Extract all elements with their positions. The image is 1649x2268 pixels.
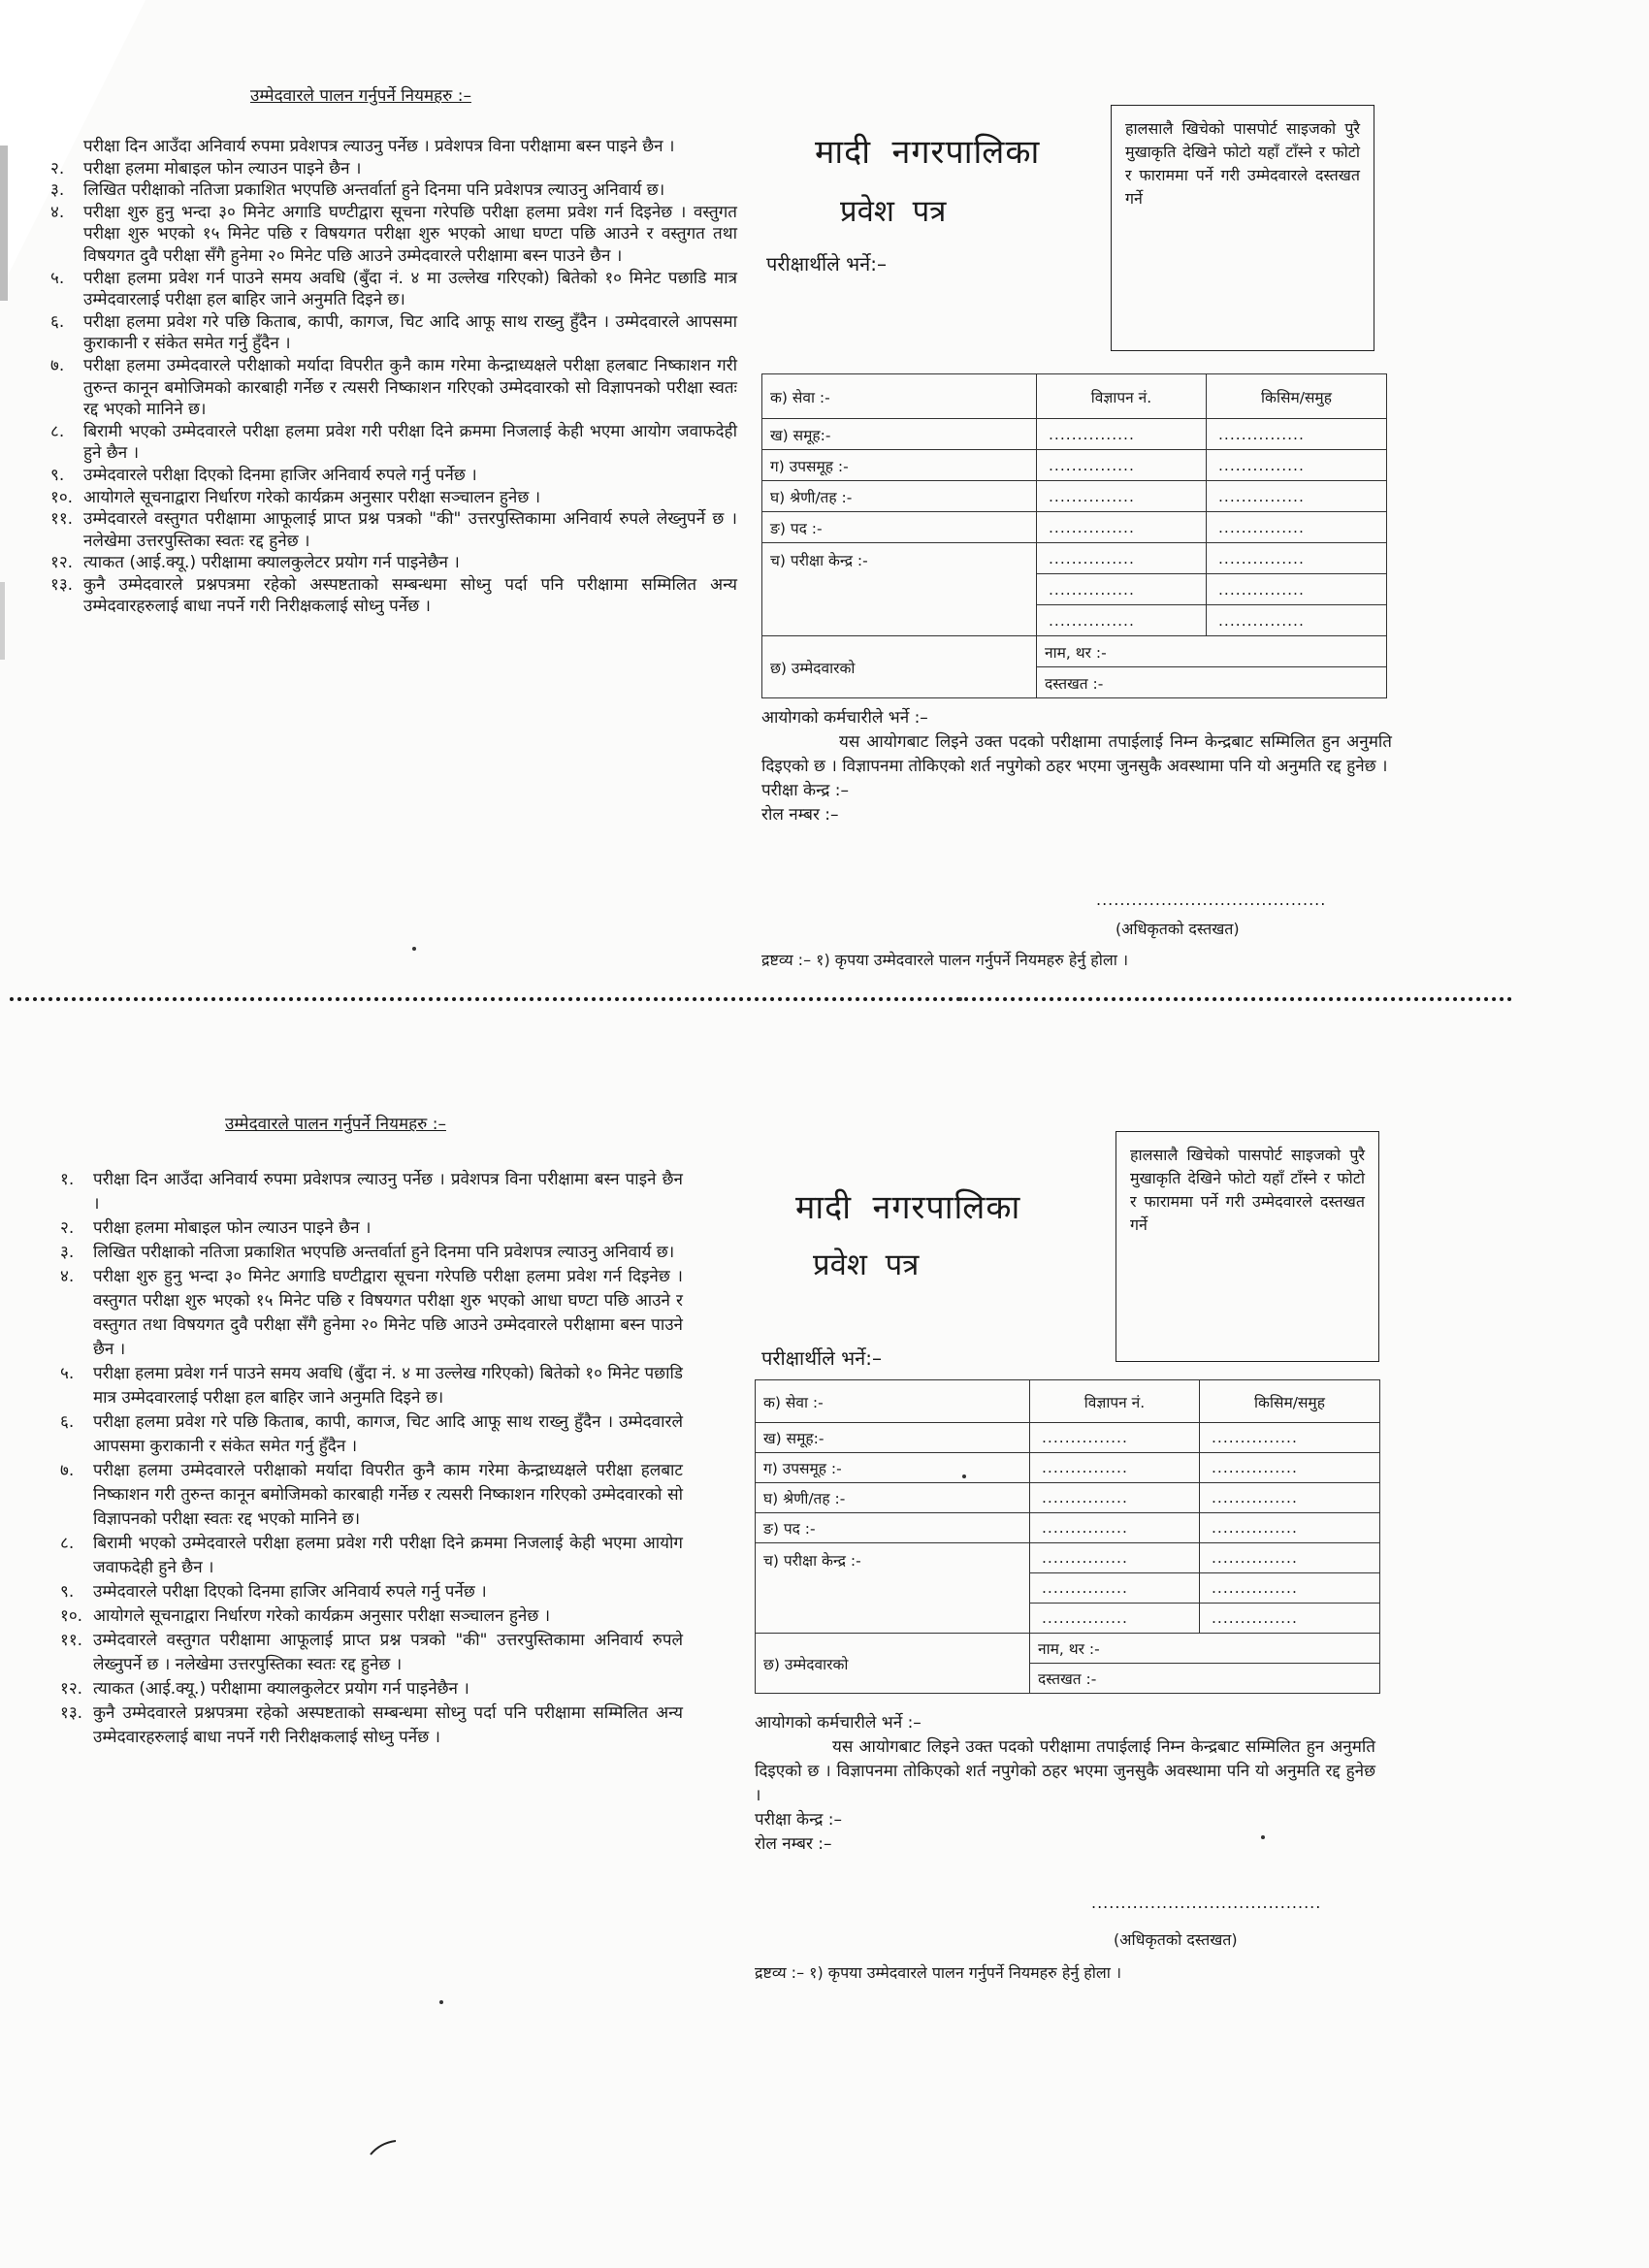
signature-field[interactable]: दस्तखत :- <box>1030 1664 1380 1694</box>
roll-number-field[interactable]: रोल नम्बर :– <box>755 1834 832 1854</box>
type-header: किसिम/समुह <box>1207 374 1387 419</box>
post-label: ङ) पद :- <box>756 1513 1030 1543</box>
scan-speck <box>958 997 962 1001</box>
type-field[interactable]: ............... <box>1207 481 1387 512</box>
ad-no-field[interactable]: ............... <box>1030 1543 1200 1573</box>
rule-item: १. परीक्षा दिन आउँदा अनिवार्य रुपमा प्रवेशपत्र ल्याउनु पर्नेछ । प्रवेशपत्र विना परीक्षामा बस्न पाइने छैन । <box>60 1170 683 1214</box>
rule-item: १२. त्याकत (आई.क्यू.) परीक्षामा क्यालकुलेटर प्रयोग गर्न पाइनेछैन । <box>60 1679 469 1699</box>
group-label: ख) समूह:- <box>756 1423 1030 1453</box>
officer-signature-line[interactable]: ....................................... <box>1096 891 1327 909</box>
post-label: ङ) पद :- <box>762 512 1037 543</box>
card-title: प्रवेश पत्र <box>813 1247 920 1282</box>
roll-number-field[interactable]: रोल नम्बर :– <box>761 805 839 825</box>
service-label: क) सेवा :- <box>762 374 1037 419</box>
admit-card-top <box>0 0 1649 989</box>
subgroup-label: ग) उपसमूह :- <box>762 450 1037 481</box>
name-surname-field[interactable]: नाम, थर :- <box>1030 1634 1380 1664</box>
ad-no-field[interactable]: ............... <box>1030 1483 1200 1513</box>
rule-item: २. परीक्षा हलमा मोबाइल फोन ल्याउन पाइने छैन । <box>50 158 362 178</box>
ad-no-field[interactable]: ............... <box>1030 1453 1200 1483</box>
rule-item: ३. लिखित परीक्षाको नतिजा प्रकाशित भएपछि अन्तर्वार्ता हुने दिनमा पनि प्रवेशपत्र ल्याउनु अनिवार्य छ। <box>60 1243 675 1262</box>
exam-center-label: च) परीक्षा केन्द्र :- <box>756 1543 1030 1634</box>
type-field[interactable]: ............... <box>1207 574 1387 605</box>
rule-item: ४. परीक्षा शुरु हुनु भन्दा ३० मिनेट अगाडि घण्टीद्वारा सूचना गरेपछि परीक्षा हलमा प्रवेश गर्न दिइनेछ । वस्तुगत परीक्षा शुरु भएको १५ मिनेट पछि र विषयगत परीक्षा शुरु भएको आधा घण्टा पछि आउने र वस्तुगत तथा विषयगत दुवै परीक्षा सँगै हुनेमा २० मिनेट पछि आउने उम्मेदवारले परीक्षामा बस्न पाउने छैन । <box>60 1267 683 1359</box>
type-field[interactable]: ............... <box>1200 1453 1380 1483</box>
rule-item: २. परीक्षा हलमा मोबाइल फोन ल्याउन पाइने छैन । <box>60 1218 372 1238</box>
rule-item: ५. परीक्षा हलमा प्रवेश गर्न पाउने समय अवधि (बुँदा नं. ४ मा उल्लेख गरिएको) बितेको १० मिनेट पछाडि मात्र उम्मेदवारलाई परीक्षा हल बाहिर जाने अनुमति दिइने छ। <box>50 268 737 310</box>
type-field[interactable]: ............... <box>1200 1573 1380 1604</box>
rule-item: ७. परीक्षा हलमा उम्मेदवारले परीक्षाको मर्यादा विपरीत कुनै काम गरेमा केन्द्राध्यक्षले परीक्षा हलबाट निष्काशन गरी तुरुन्त कानून बमोजिमको कारबाही गर्नेछ र त्यसरी निष्काशन गरिएको उम्मेदवारको सो विज्ञापनको परीक्षा स्वतः रद्द भएको मानिने छ। <box>50 355 737 420</box>
rules-list <box>50 136 737 618</box>
rule-item: ९. उम्मेदवारले परीक्षा दिएको दिनमा हाजिर अनिवार्य रुपले गर्नु पर्नेछ । <box>50 465 477 485</box>
officer-signature-label: (अधिकृतको दस्तखत) <box>1116 920 1240 938</box>
card-title: प्रवेश पत्र <box>840 194 947 229</box>
rule-item: ११. उम्मेदवारले वस्तुगत परीक्षामा आफूलाई प्राप्त प्रश्न पत्रको "की" उत्तरपुस्तिकामा अनिवार्य रुपले लेख्नुपर्ने छ । नलेखेमा उत्तरपुस्तिका स्वतः रद्द हुनेछ । <box>60 1631 683 1674</box>
rule-item: ४. परीक्षा शुरु हुनु भन्दा ३० मिनेट अगाडि घण्टीद्वारा सूचना गरेपछि परीक्षा हलमा प्रवेश गर्न दिइनेछ । वस्तुगत परीक्षा शुरु भएको १५ मिनेट पछि र विषयगत परीक्षा शुरु भएको आधा घण्टा पछि आउने र वस्तुगत तथा विषयगत दुवै परीक्षा सँगै हुनेमा २० मिनेट पछि आउने उम्मेदवारले परीक्षामा बस्न पाउने छैन । <box>50 202 737 266</box>
exam-form-table <box>761 373 1387 698</box>
ad-no-field[interactable]: ............... <box>1037 450 1207 481</box>
cut-line-divider <box>10 997 1513 1001</box>
officer-signature-label: (अधिकृतको दस्तखत) <box>1114 1930 1238 1949</box>
ad-no-header: विज्ञापन नं. <box>1030 1380 1200 1423</box>
note-text: द्रष्टव्य :– १) कृपया उम्मेदवारले पालन गर्नुपर्ने नियमहरु हेर्नु होला । <box>755 1963 1122 1982</box>
staff-section <box>755 1711 1375 1857</box>
staff-fill-label: आयोगको कर्मचारीले भर्ने :– <box>761 708 928 728</box>
org-name: मादी नगरपालिका <box>815 133 1041 172</box>
examinee-fill-label: परीक्षार्थीले भर्ने:– <box>761 1346 883 1370</box>
rule-item: ६. परीक्षा हलमा प्रवेश गरे पछि किताब, कापी, कागज, चिट आदि आफू साथ राख्नु हुँदैन । उम्मेदवारले आपसमा कुराकानी र संकेत समेत गर्नु हुँदैन । <box>50 311 737 354</box>
exam-center-field[interactable]: परीक्षा केन्द्र :– <box>755 1810 842 1830</box>
scan-speck <box>439 2000 443 2004</box>
officer-signature-line[interactable]: ....................................... <box>1091 1894 1322 1912</box>
ad-no-field[interactable]: ............... <box>1030 1604 1200 1634</box>
ad-no-field[interactable]: ............... <box>1037 574 1207 605</box>
rule-item: ३. लिखित परीक्षाको नतिजा प्रकाशित भएपछि अन्तर्वार्ता हुने दिनमा पनि प्रवेशपत्र ल्याउनु अनिवार्य छ। <box>50 180 665 201</box>
type-field[interactable]: ............... <box>1200 1483 1380 1513</box>
ad-no-field[interactable]: ............... <box>1037 419 1207 450</box>
type-field[interactable]: ............... <box>1207 512 1387 543</box>
rule-item: १०. आयोगले सूचनाद्वारा निर्धारण गरेको कार्यक्रम अनुसार परीक्षा सञ्चालन हुनेछ । <box>60 1606 551 1626</box>
rule-item: ११. उम्मेदवारले वस्तुगत परीक्षामा आफूलाई प्राप्त प्रश्न पत्रको "की" उत्तरपुस्तिकामा अनिवार्य रुपले लेख्नुपर्ने छ । नलेखेमा उत्तरपुस्तिका स्वतः रद्द हुनेछ । <box>50 509 737 551</box>
examinee-fill-label: परीक्षार्थीले भर्ने:– <box>766 252 888 275</box>
admit-card-bottom <box>0 1028 1649 2268</box>
photo-box[interactable]: हालसालै खिचेको पासपोर्ट साइजको पुरै मुखाकृति देखिने फोटो यहाँ टाँस्ने र फोटो र फाराममा पर्ने गरी उम्मेदवारले दस्तखत गर्ने <box>1116 1131 1379 1362</box>
scan-speck <box>962 1474 966 1478</box>
ad-no-field[interactable]: ............... <box>1037 605 1207 636</box>
rule-item: ७. परीक्षा हलमा उम्मेदवारले परीक्षाको मर्यादा विपरीत कुनै काम गरेमा केन्द्राध्यक्षले परीक्षा हलबाट निष्काशन गरी तुरुन्त कानून बमोजिमको कारबाही गर्नेछ र त्यसरी निष्काशन गरिएको उम्मेदवारको सो विज्ञापनको परीक्षा स्वतः रद्द भएको मानिने छ। <box>60 1461 683 1529</box>
exam-form-table <box>755 1379 1380 1694</box>
rule-item: ८. बिरामी भएको उम्मेदवारले परीक्षा हलमा प्रवेश गरी परीक्षा दिने क्रममा निजलाई केही भएमा आयोग जवाफदेही हुने छैन । <box>50 421 737 464</box>
ad-no-field[interactable]: ............... <box>1037 543 1207 574</box>
ad-no-header: विज्ञापन नं. <box>1037 374 1207 419</box>
ad-no-field[interactable]: ............... <box>1030 1423 1200 1453</box>
ad-no-field[interactable]: ............... <box>1037 512 1207 543</box>
rule-item: ८. बिरामी भएको उम्मेदवारले परीक्षा हलमा प्रवेश गरी परीक्षा दिने क्रममा निजलाई केही भएमा आयोग जवाफदेही हुने छैन । <box>60 1534 683 1577</box>
org-name: मादी नगरपालिका <box>795 1188 1021 1227</box>
candidate-label: छ) उम्मेदवारको <box>762 636 1037 698</box>
ad-no-field[interactable]: ............... <box>1030 1513 1200 1543</box>
signature-field[interactable]: दस्तखत :- <box>1037 667 1387 698</box>
rule-item: ६. परीक्षा हलमा प्रवेश गरे पछि किताब, कापी, कागज, चिट आदि आफू साथ राख्नु हुँदैन । उम्मेदवारले आपसमा कुराकानी र संकेत समेत गर्नु हुँदैन । <box>60 1412 683 1456</box>
rule-item: १०. आयोगले सूचनाद्वारा निर्धारण गरेको कार्यक्रम अनुसार परीक्षा सञ्चालन हुनेछ । <box>50 487 541 507</box>
type-field[interactable]: ............... <box>1207 450 1387 481</box>
rule-item: ९. उम्मेदवारले परीक्षा दिएको दिनमा हाजिर अनिवार्य रुपले गर्नु पर्नेछ । <box>60 1582 487 1602</box>
rule-item: परीक्षा दिन आउँदा अनिवार्य रुपमा प्रवेशपत्र ल्याउनु पर्नेछ । प्रवेशपत्र विना परीक्षामा बस्न पाइने छैन । <box>83 137 675 156</box>
service-label: क) सेवा :- <box>756 1380 1030 1423</box>
type-field[interactable]: ............... <box>1207 605 1387 636</box>
rule-item: १३. कुनै उम्मेदवारले प्रश्नपत्रमा रहेको अस्पष्टताको सम्बन्धमा सोध्नु पर्दा पनि परीक्षामा सम्मिलित अन्य उम्मेदवारहरुलाई बाधा नपर्ने गरी निरीक्षकलाई सोध्नु पर्नेछ । <box>50 574 737 617</box>
rules-title: उम्मेदवारले पालन गर्नुपर्ने नियमहरु :– <box>225 1115 446 1134</box>
permission-text: यस आयोगबाट लिइने उक्त पदको परीक्षामा तपाईलाई निम्न केन्द्रबाट सम्मिलित हुन अनुमति दिइएको छ । विज्ञापनमा तोकिएको शर्त नपुगेको ठहर भएमा जुनसुकै अवस्थामा पनि यो अनुमति रद्द हुनेछ । <box>755 1737 1375 1805</box>
type-field[interactable]: ............... <box>1200 1423 1380 1453</box>
note-text: द्रष्टव्य :– १) कृपया उम्मेदवारले पालन गर्नुपर्ने नियमहरु हेर्नु होला । <box>761 951 1129 969</box>
type-field[interactable]: ............... <box>1200 1604 1380 1634</box>
type-field[interactable]: ............... <box>1207 543 1387 574</box>
exam-center-label: च) परीक्षा केन्द्र :- <box>762 543 1037 636</box>
scan-speck <box>412 947 416 951</box>
class-level-label: घ) श्रेणी/तह :- <box>756 1483 1030 1513</box>
scan-speck <box>1261 1835 1265 1839</box>
type-header: किसिम/समुह <box>1200 1380 1380 1423</box>
rule-item: १३. कुनै उम्मेदवारले प्रश्नपत्रमा रहेको अस्पष्टताको सम्बन्धमा सोध्नु पर्दा पनि परीक्षामा सम्मिलित अन्य उम्मेदवारहरुलाई बाधा नपर्ने गरी निरीक्षकलाई सोध्नु पर्नेछ । <box>60 1703 683 1747</box>
name-surname-field[interactable]: नाम, थर :- <box>1037 636 1387 667</box>
rule-item: ५. परीक्षा हलमा प्रवेश गर्न पाउने समय अवधि (बुँदा नं. ४ मा उल्लेख गरिएको) बितेको १० मिनेट पछाडि मात्र उम्मेदवारलाई परीक्षा हल बाहिर जाने अनुमति दिइने छ। <box>60 1364 683 1408</box>
rule-item: १२. त्याकत (आई.क्यू.) परीक्षामा क्यालकुलेटर प्रयोग गर्न पाइनेछैन । <box>50 553 460 573</box>
ad-no-field[interactable]: ............... <box>1030 1573 1200 1604</box>
rules-list <box>60 1168 683 1750</box>
ad-no-field[interactable]: ............... <box>1037 481 1207 512</box>
type-field[interactable]: ............... <box>1207 419 1387 450</box>
group-label: ख) समूह:- <box>762 419 1037 450</box>
candidate-label: छ) उम्मेदवारको <box>756 1634 1030 1694</box>
class-level-label: घ) श्रेणी/तह :- <box>762 481 1037 512</box>
permission-text: यस आयोगबाट लिइने उक्त पदको परीक्षामा तपाईलाई निम्न केन्द्रबाट सम्मिलित हुन अनुमति दिइएको छ । विज्ञापनमा तोकिएको शर्त नपुगेको ठहर भएमा जुनसुकै अवस्थामा पनि यो अनुमति रद्द हुनेछ । <box>761 732 1392 776</box>
photo-box[interactable]: हालसालै खिचेको पासपोर्ट साइजको पुरै मुखाकृति देखिने फोटो यहाँ टाँस्ने र फोटो र फाराममा पर्ने गरी उम्मेदवारले दस्तखत गर्ने <box>1111 105 1374 351</box>
staff-fill-label: आयोगको कर्मचारीले भर्ने :– <box>755 1713 922 1733</box>
subgroup-label: ग) उपसमूह :- <box>756 1453 1030 1483</box>
staff-section <box>761 706 1392 827</box>
type-field[interactable]: ............... <box>1200 1513 1380 1543</box>
scan-scribble <box>369 2139 398 2156</box>
type-field[interactable]: ............... <box>1200 1543 1380 1573</box>
rules-title: उम्मेदवारले पालन गर्नुपर्ने नियमहरु :– <box>250 86 471 106</box>
exam-center-field[interactable]: परीक्षा केन्द्र :– <box>761 781 849 800</box>
